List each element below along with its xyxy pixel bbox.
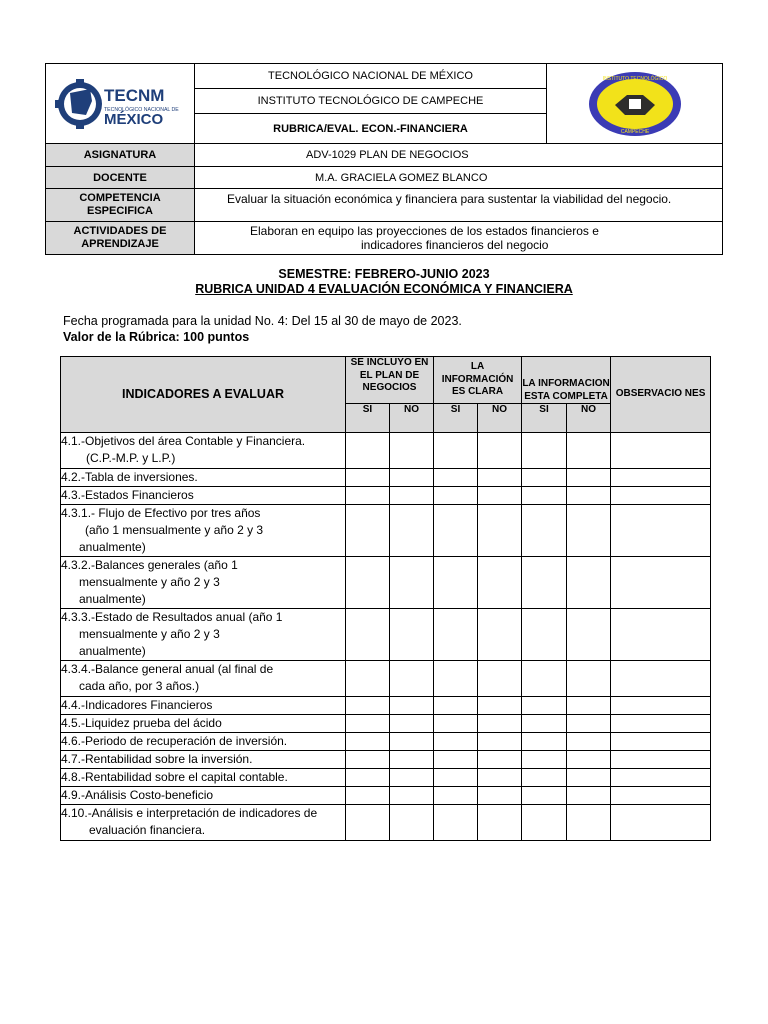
check-cell[interactable]: [478, 487, 522, 505]
check-cell[interactable]: [434, 469, 478, 487]
gear-icon: [55, 79, 102, 129]
check-cell[interactable]: [390, 697, 434, 715]
asignatura-label: ASIGNATURA: [46, 144, 195, 167]
check-cell[interactable]: [478, 433, 522, 469]
observation-cell[interactable]: [611, 505, 711, 557]
check-cell[interactable]: [522, 661, 567, 697]
check-cell[interactable]: [478, 769, 522, 787]
observation-cell[interactable]: [611, 715, 711, 733]
semestre-title: SEMESTRE: FEBRERO-JUNIO 2023: [278, 267, 490, 281]
check-cell[interactable]: [567, 751, 611, 769]
check-cell[interactable]: [434, 609, 478, 661]
check-cell[interactable]: [390, 715, 434, 733]
indicator-cell: 4.2.-Tabla de inversiones.: [61, 469, 346, 487]
check-cell[interactable]: [346, 715, 390, 733]
check-cell[interactable]: [522, 805, 567, 841]
fecha-programada: Fecha programada para la unidad No. 4: Del 15 al 30 de mayo de 2023.: [63, 314, 462, 328]
si-header: SI: [346, 404, 390, 433]
table-row: [61, 557, 711, 609]
col-clara: LA INFORMACIÓN ES CLARA: [434, 357, 522, 404]
check-cell[interactable]: [567, 769, 611, 787]
table-row: [61, 609, 711, 661]
check-cell[interactable]: [390, 487, 434, 505]
check-cell[interactable]: [522, 557, 567, 609]
check-cell[interactable]: [478, 609, 522, 661]
check-cell[interactable]: [434, 733, 478, 751]
check-cell[interactable]: [478, 697, 522, 715]
table-row: [61, 661, 711, 697]
actividades-label: ACTIVIDADES DE APRENDIZAJE: [46, 222, 195, 255]
check-cell[interactable]: [567, 469, 611, 487]
table-row: [61, 787, 711, 805]
check-cell[interactable]: [522, 433, 567, 469]
indicator-cell: 4.9.-Análisis Costo-beneficio: [61, 787, 346, 805]
tecnm-logo-cell: [46, 64, 195, 144]
check-cell[interactable]: [434, 769, 478, 787]
check-cell[interactable]: [567, 787, 611, 805]
indicator-cell: 4.10.-Análisis e interpretación de indicadores de evaluación financiera.: [61, 805, 346, 841]
observation-cell[interactable]: [611, 769, 711, 787]
check-cell[interactable]: [346, 469, 390, 487]
si-header: SI: [434, 404, 478, 433]
check-cell[interactable]: [522, 469, 567, 487]
observation-cell[interactable]: [611, 751, 711, 769]
competencia-value: Evaluar la situación económica y financiera para sustentar la viabilidad del negocio.: [195, 189, 723, 222]
check-cell[interactable]: [522, 733, 567, 751]
table-row: [61, 487, 711, 505]
check-cell[interactable]: [567, 715, 611, 733]
check-cell[interactable]: [478, 557, 522, 609]
org-line2: INSTITUTO TECNOLÓGICO DE CAMPECHE: [195, 89, 547, 114]
observation-cell[interactable]: [611, 469, 711, 487]
check-cell[interactable]: [434, 787, 478, 805]
check-cell[interactable]: [346, 805, 390, 841]
table-row: [61, 433, 711, 469]
check-cell[interactable]: [478, 661, 522, 697]
rubric-table: [60, 356, 711, 841]
indicator-cell: 4.3.3.-Estado de Resultados anual (año 1 mensualmente y año 2 y 3 anualmente): [61, 609, 346, 661]
table-row: [61, 769, 711, 787]
svg-text:CAMPECHE: CAMPECHE: [620, 128, 649, 135]
table-row: [61, 469, 711, 487]
docente-value: M.A. GRACIELA GOMEZ BLANCO: [195, 167, 723, 189]
observation-cell[interactable]: [611, 805, 711, 841]
check-cell[interactable]: [478, 715, 522, 733]
table-row: [61, 715, 711, 733]
check-cell[interactable]: [346, 433, 390, 469]
observation-cell[interactable]: [611, 609, 711, 661]
check-cell[interactable]: [434, 557, 478, 609]
observation-cell[interactable]: [611, 733, 711, 751]
check-cell[interactable]: [522, 769, 567, 787]
col-incluyo: SE INCLUYO EN EL PLAN DE NEGOCIOS: [346, 357, 434, 404]
check-cell[interactable]: [390, 557, 434, 609]
check-cell[interactable]: [346, 557, 390, 609]
check-cell[interactable]: [522, 751, 567, 769]
check-cell[interactable]: [346, 609, 390, 661]
valor-rubrica: Valor de la Rúbrica: 100 puntos: [63, 330, 250, 344]
table-row: [61, 805, 711, 841]
actividades-value: Elaboran en equipo las proyecciones de los estados financieros e indicadores financieros del negocio: [195, 222, 723, 255]
rubric-titles: [0, 267, 768, 297]
svg-text:TECNM: TECNM: [104, 85, 165, 105]
asignatura-value: ADV-1029 PLAN DE NEGOCIOS: [195, 144, 723, 167]
doc-type: RUBRICA/EVAL. ECON.-FINANCIERA: [195, 114, 547, 144]
check-cell[interactable]: [390, 469, 434, 487]
col-completa: LA INFORMACION ESTA COMPLETA: [522, 357, 611, 404]
col-observaciones: OBSERVACIO NES: [611, 357, 711, 433]
check-cell[interactable]: [478, 505, 522, 557]
check-cell[interactable]: [567, 505, 611, 557]
check-cell[interactable]: [567, 609, 611, 661]
indicator-cell: 4.4.-Indicadores Financieros: [61, 697, 346, 715]
check-cell[interactable]: [434, 661, 478, 697]
check-cell[interactable]: [567, 487, 611, 505]
indicator-cell: 4.3.1.- Flujo de Efectivo por tres años (año 1 mensualmente y año 2 y 3 anualmente): [61, 505, 346, 557]
campeche-seal-logo: [585, 69, 685, 139]
check-cell[interactable]: [390, 751, 434, 769]
check-cell[interactable]: [346, 505, 390, 557]
check-cell[interactable]: [390, 609, 434, 661]
check-cell[interactable]: [390, 661, 434, 697]
observation-cell[interactable]: [611, 661, 711, 697]
check-cell[interactable]: [390, 733, 434, 751]
docente-label: DOCENTE: [46, 167, 195, 189]
check-cell[interactable]: [434, 487, 478, 505]
check-cell[interactable]: [567, 733, 611, 751]
table-row: [61, 505, 711, 557]
col-indicadores: INDICADORES A EVALUAR: [61, 357, 346, 433]
indicator-cell: 4.8.-Rentabilidad sobre el capital contable.: [61, 769, 346, 787]
check-cell[interactable]: [478, 733, 522, 751]
check-cell[interactable]: [434, 697, 478, 715]
check-cell[interactable]: [567, 697, 611, 715]
indicator-cell: 4.5.-Liquidez prueba del ácido: [61, 715, 346, 733]
check-cell[interactable]: [567, 433, 611, 469]
check-cell[interactable]: [522, 487, 567, 505]
observation-cell[interactable]: [611, 697, 711, 715]
svg-text:TECNOLÓGICO NACIONAL DE: TECNOLÓGICO NACIONAL DE: [104, 106, 179, 113]
tecnm-logo: [54, 71, 186, 137]
check-cell[interactable]: [522, 715, 567, 733]
check-cell[interactable]: [346, 697, 390, 715]
indicator-cell: 4.3.2.-Balances generales (año 1 mensualmente y año 2 y 3 anualmente): [61, 557, 346, 609]
competencia-label: COMPETENCIA ESPECIFICA: [46, 189, 195, 222]
indicator-cell: 4.6.-Periodo de recuperación de inversión.: [61, 733, 346, 751]
check-cell[interactable]: [522, 609, 567, 661]
check-cell[interactable]: [390, 433, 434, 469]
check-cell[interactable]: [390, 769, 434, 787]
observation-cell[interactable]: [611, 487, 711, 505]
check-cell[interactable]: [346, 661, 390, 697]
check-cell[interactable]: [390, 805, 434, 841]
rubrica-title: RUBRICA UNIDAD 4 EVALUACIÓN ECONÓMICA Y FINANCIERA: [195, 282, 573, 296]
check-cell[interactable]: [522, 787, 567, 805]
table-row: [61, 733, 711, 751]
observation-cell[interactable]: [611, 557, 711, 609]
svg-text:MÉXICO: MÉXICO: [104, 110, 164, 128]
org-line1: TECNOLÓGICO NACIONAL DE MÉXICO: [195, 64, 547, 89]
no-header: NO: [390, 404, 434, 433]
check-cell[interactable]: [346, 487, 390, 505]
observation-cell[interactable]: [611, 787, 711, 805]
check-cell[interactable]: [478, 805, 522, 841]
table-row: [61, 697, 711, 715]
indicator-cell: 4.3.4.-Balance general anual (al final de cada año, por 3 años.): [61, 661, 346, 697]
check-cell[interactable]: [478, 751, 522, 769]
check-cell[interactable]: [478, 787, 522, 805]
check-cell[interactable]: [390, 787, 434, 805]
campeche-logo-cell: [547, 64, 723, 144]
check-cell[interactable]: [346, 751, 390, 769]
check-cell[interactable]: [522, 505, 567, 557]
check-cell[interactable]: [434, 715, 478, 733]
si-header: SI: [522, 404, 567, 433]
header-table: [45, 63, 723, 255]
check-cell[interactable]: [567, 805, 611, 841]
check-cell[interactable]: [567, 661, 611, 697]
table-row: [61, 751, 711, 769]
indicator-cell: 4.7.-Rentabilidad sobre la inversión.: [61, 751, 346, 769]
no-header: NO: [567, 404, 611, 433]
check-cell[interactable]: [434, 505, 478, 557]
check-cell[interactable]: [434, 433, 478, 469]
check-cell[interactable]: [390, 505, 434, 557]
indicator-cell: 4.3.-Estados Financieros: [61, 487, 346, 505]
check-cell[interactable]: [346, 787, 390, 805]
check-cell[interactable]: [434, 805, 478, 841]
check-cell[interactable]: [567, 557, 611, 609]
svg-text:INSTITUTO TECNOLÓGICO: INSTITUTO TECNOLÓGICO: [602, 75, 667, 82]
no-header: NO: [478, 404, 522, 433]
check-cell[interactable]: [478, 469, 522, 487]
check-cell[interactable]: [434, 751, 478, 769]
check-cell[interactable]: [346, 733, 390, 751]
indicator-cell: 4.1.-Objetivos del área Contable y Financiera. (C.P.-M.P. y L.P.): [61, 433, 346, 469]
observation-cell[interactable]: [611, 433, 711, 469]
check-cell[interactable]: [346, 769, 390, 787]
check-cell[interactable]: [522, 697, 567, 715]
